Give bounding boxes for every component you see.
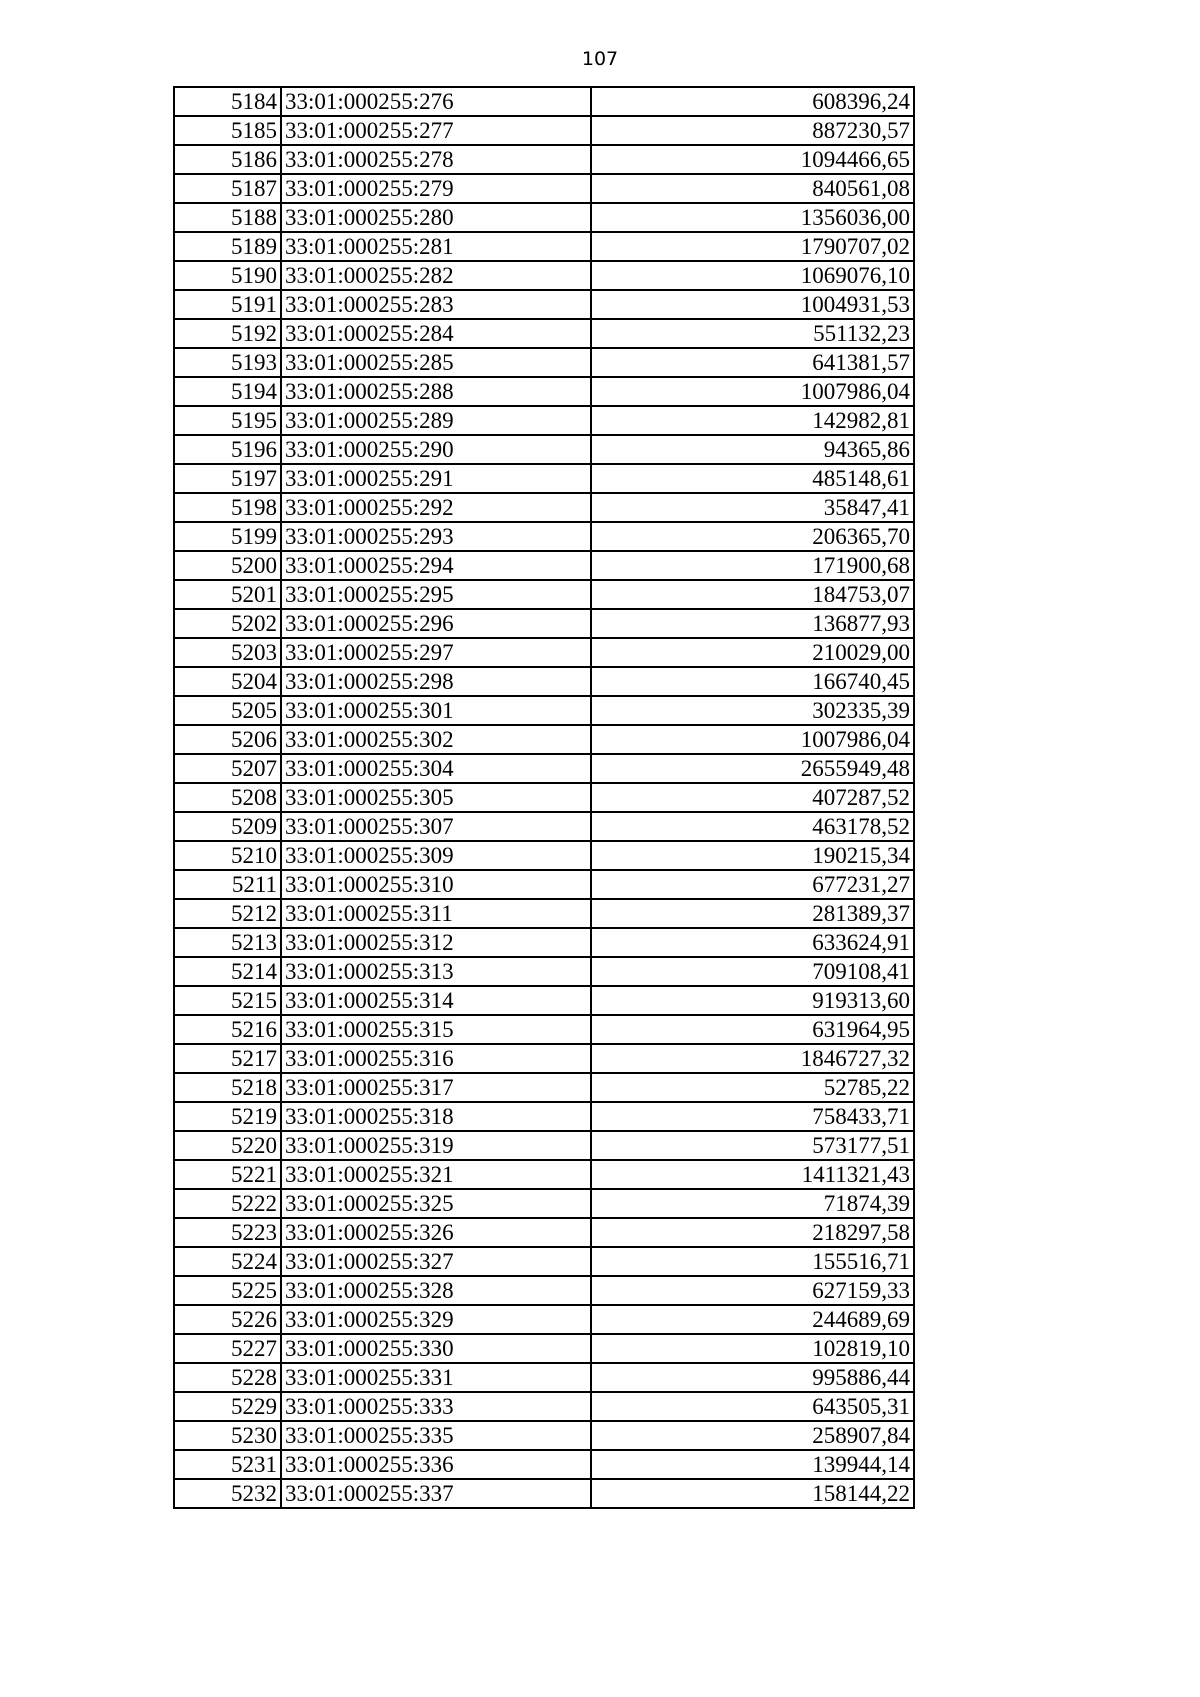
table-row bbox=[174, 406, 914, 435]
row-number-cell: 5211 bbox=[174, 870, 281, 899]
table-row bbox=[174, 580, 914, 609]
cadastral-number-cell: 33:01:000255:294 bbox=[281, 551, 591, 580]
cadastral-value-cell: 35847,41 bbox=[591, 493, 914, 522]
cadastral-number-cell: 33:01:000255:313 bbox=[281, 957, 591, 986]
cadastral-number-cell: 33:01:000255:325 bbox=[281, 1189, 591, 1218]
cadastral-value-cell: 627159,33 bbox=[591, 1276, 914, 1305]
table-row bbox=[174, 87, 914, 116]
table-row bbox=[174, 493, 914, 522]
cadastral-number-cell: 33:01:000255:304 bbox=[281, 754, 591, 783]
cadastral-number-cell: 33:01:000255:298 bbox=[281, 667, 591, 696]
row-number-cell: 5207 bbox=[174, 754, 281, 783]
table-row bbox=[174, 1044, 914, 1073]
row-number-cell: 5193 bbox=[174, 348, 281, 377]
row-number-cell: 5200 bbox=[174, 551, 281, 580]
cadastral-number-cell: 33:01:000255:331 bbox=[281, 1363, 591, 1392]
cadastral-number-cell: 33:01:000255:291 bbox=[281, 464, 591, 493]
cadastral-value-cell: 71874,39 bbox=[591, 1189, 914, 1218]
cadastral-number-cell: 33:01:000255:280 bbox=[281, 203, 591, 232]
cadastral-value-cell: 190215,34 bbox=[591, 841, 914, 870]
cadastral-number-cell: 33:01:000255:290 bbox=[281, 435, 591, 464]
row-number-cell: 5199 bbox=[174, 522, 281, 551]
row-number-cell: 5190 bbox=[174, 261, 281, 290]
row-number-cell: 5226 bbox=[174, 1305, 281, 1334]
table-row bbox=[174, 145, 914, 174]
table-row bbox=[174, 1073, 914, 1102]
table-row bbox=[174, 1189, 914, 1218]
table-row bbox=[174, 957, 914, 986]
cadastral-value-cell: 142982,81 bbox=[591, 406, 914, 435]
cadastral-number-cell: 33:01:000255:315 bbox=[281, 1015, 591, 1044]
table-row bbox=[174, 1131, 914, 1160]
cadastral-number-cell: 33:01:000255:333 bbox=[281, 1392, 591, 1421]
cadastral-value-cell: 2655949,48 bbox=[591, 754, 914, 783]
table-row bbox=[174, 261, 914, 290]
cadastral-value-cell: 1094466,65 bbox=[591, 145, 914, 174]
cadastral-value-cell: 302335,39 bbox=[591, 696, 914, 725]
table-row bbox=[174, 1102, 914, 1131]
cadastral-number-cell: 33:01:000255:311 bbox=[281, 899, 591, 928]
table-body bbox=[174, 87, 914, 1508]
cadastral-value-cell: 94365,86 bbox=[591, 435, 914, 464]
cadastral-number-cell: 33:01:000255:305 bbox=[281, 783, 591, 812]
cadastral-value-cell: 171900,68 bbox=[591, 551, 914, 580]
cadastral-value-cell: 573177,51 bbox=[591, 1131, 914, 1160]
cadastral-value-cell: 641381,57 bbox=[591, 348, 914, 377]
cadastral-number-cell: 33:01:000255:289 bbox=[281, 406, 591, 435]
cadastral-number-cell: 33:01:000255:293 bbox=[281, 522, 591, 551]
table-row bbox=[174, 1450, 914, 1479]
cadastral-number-cell: 33:01:000255:296 bbox=[281, 609, 591, 638]
row-number-cell: 5197 bbox=[174, 464, 281, 493]
table-row bbox=[174, 1218, 914, 1247]
cadastral-value-cell: 1411321,43 bbox=[591, 1160, 914, 1189]
cadastral-value-cell: 136877,93 bbox=[591, 609, 914, 638]
cadastral-value-cell: 1007986,04 bbox=[591, 377, 914, 406]
table-row bbox=[174, 1363, 914, 1392]
cadastral-value-cell: 608396,24 bbox=[591, 87, 914, 116]
table-row bbox=[174, 232, 914, 261]
table-row bbox=[174, 290, 914, 319]
table-row bbox=[174, 1160, 914, 1189]
cadastral-number-cell: 33:01:000255:288 bbox=[281, 377, 591, 406]
cadastral-number-cell: 33:01:000255:314 bbox=[281, 986, 591, 1015]
row-number-cell: 5195 bbox=[174, 406, 281, 435]
table-row bbox=[174, 870, 914, 899]
table-row bbox=[174, 377, 914, 406]
cadastral-value-cell: 102819,10 bbox=[591, 1334, 914, 1363]
cadastral-value-cell: 551132,23 bbox=[591, 319, 914, 348]
cadastral-number-cell: 33:01:000255:297 bbox=[281, 638, 591, 667]
row-number-cell: 5214 bbox=[174, 957, 281, 986]
cadastral-number-cell: 33:01:000255:336 bbox=[281, 1450, 591, 1479]
cadastral-value-cell: 887230,57 bbox=[591, 116, 914, 145]
table-row bbox=[174, 696, 914, 725]
table-row bbox=[174, 522, 914, 551]
table-row bbox=[174, 841, 914, 870]
cadastral-number-cell: 33:01:000255:282 bbox=[281, 261, 591, 290]
row-number-cell: 5201 bbox=[174, 580, 281, 609]
cadastral-number-cell: 33:01:000255:283 bbox=[281, 290, 591, 319]
cadastral-value-cell: 281389,37 bbox=[591, 899, 914, 928]
cadastral-number-cell: 33:01:000255:312 bbox=[281, 928, 591, 957]
row-number-cell: 5184 bbox=[174, 87, 281, 116]
cadastral-value-cell: 631964,95 bbox=[591, 1015, 914, 1044]
cadastral-value-cell: 709108,41 bbox=[591, 957, 914, 986]
cadastral-number-cell: 33:01:000255:335 bbox=[281, 1421, 591, 1450]
table-row bbox=[174, 667, 914, 696]
cadastral-number-cell: 33:01:000255:321 bbox=[281, 1160, 591, 1189]
cadastral-value-cell: 1007986,04 bbox=[591, 725, 914, 754]
cadastral-value-cell: 840561,08 bbox=[591, 174, 914, 203]
row-number-cell: 5212 bbox=[174, 899, 281, 928]
row-number-cell: 5229 bbox=[174, 1392, 281, 1421]
cadastral-value-cell: 218297,58 bbox=[591, 1218, 914, 1247]
row-number-cell: 5216 bbox=[174, 1015, 281, 1044]
page-number: 107 bbox=[581, 48, 619, 70]
row-number-cell: 5225 bbox=[174, 1276, 281, 1305]
table-row bbox=[174, 783, 914, 812]
row-number-cell: 5185 bbox=[174, 116, 281, 145]
cadastral-number-cell: 33:01:000255:317 bbox=[281, 1073, 591, 1102]
table-row bbox=[174, 812, 914, 841]
cadastral-number-cell: 33:01:000255:316 bbox=[281, 1044, 591, 1073]
cadastral-value-cell: 995886,44 bbox=[591, 1363, 914, 1392]
cadastral-value-cell: 485148,61 bbox=[591, 464, 914, 493]
cadastral-number-cell: 33:01:000255:337 bbox=[281, 1479, 591, 1508]
row-number-cell: 5223 bbox=[174, 1218, 281, 1247]
cadastral-number-cell: 33:01:000255:279 bbox=[281, 174, 591, 203]
cadastral-number-cell: 33:01:000255:281 bbox=[281, 232, 591, 261]
row-number-cell: 5205 bbox=[174, 696, 281, 725]
row-number-cell: 5217 bbox=[174, 1044, 281, 1073]
cadastral-value-cell: 206365,70 bbox=[591, 522, 914, 551]
row-number-cell: 5227 bbox=[174, 1334, 281, 1363]
table-row bbox=[174, 116, 914, 145]
cadastral-number-cell: 33:01:000255:326 bbox=[281, 1218, 591, 1247]
row-number-cell: 5228 bbox=[174, 1363, 281, 1392]
cadastral-value-table bbox=[173, 86, 915, 1509]
cadastral-value-cell: 210029,00 bbox=[591, 638, 914, 667]
table-row bbox=[174, 203, 914, 232]
row-number-cell: 5209 bbox=[174, 812, 281, 841]
table-row bbox=[174, 899, 914, 928]
table-row bbox=[174, 1421, 914, 1450]
cadastral-value-cell: 758433,71 bbox=[591, 1102, 914, 1131]
row-number-cell: 5189 bbox=[174, 232, 281, 261]
row-number-cell: 5208 bbox=[174, 783, 281, 812]
cadastral-value-cell: 1846727,32 bbox=[591, 1044, 914, 1073]
table-row bbox=[174, 348, 914, 377]
row-number-cell: 5206 bbox=[174, 725, 281, 754]
table-row bbox=[174, 754, 914, 783]
row-number-cell: 5187 bbox=[174, 174, 281, 203]
table-row bbox=[174, 1305, 914, 1334]
cadastral-number-cell: 33:01:000255:309 bbox=[281, 841, 591, 870]
row-number-cell: 5194 bbox=[174, 377, 281, 406]
row-number-cell: 5202 bbox=[174, 609, 281, 638]
cadastral-number-cell: 33:01:000255:310 bbox=[281, 870, 591, 899]
table-row bbox=[174, 638, 914, 667]
cadastral-value-cell: 1004931,53 bbox=[591, 290, 914, 319]
table-row bbox=[174, 725, 914, 754]
row-number-cell: 5219 bbox=[174, 1102, 281, 1131]
cadastral-number-cell: 33:01:000255:284 bbox=[281, 319, 591, 348]
table-row bbox=[174, 1247, 914, 1276]
cadastral-value-cell: 258907,84 bbox=[591, 1421, 914, 1450]
row-number-cell: 5224 bbox=[174, 1247, 281, 1276]
cadastral-number-cell: 33:01:000255:278 bbox=[281, 145, 591, 174]
cadastral-number-cell: 33:01:000255:307 bbox=[281, 812, 591, 841]
table-row bbox=[174, 609, 914, 638]
table-row bbox=[174, 928, 914, 957]
table-row bbox=[174, 551, 914, 580]
cadastral-value-cell: 919313,60 bbox=[591, 986, 914, 1015]
row-number-cell: 5222 bbox=[174, 1189, 281, 1218]
cadastral-number-cell: 33:01:000255:285 bbox=[281, 348, 591, 377]
row-number-cell: 5203 bbox=[174, 638, 281, 667]
cadastral-number-cell: 33:01:000255:328 bbox=[281, 1276, 591, 1305]
cadastral-value-cell: 184753,07 bbox=[591, 580, 914, 609]
table-row bbox=[174, 1015, 914, 1044]
row-number-cell: 5198 bbox=[174, 493, 281, 522]
row-number-cell: 5215 bbox=[174, 986, 281, 1015]
cadastral-value-cell: 633624,91 bbox=[591, 928, 914, 957]
row-number-cell: 5204 bbox=[174, 667, 281, 696]
table-row bbox=[174, 986, 914, 1015]
cadastral-value-cell: 463178,52 bbox=[591, 812, 914, 841]
cadastral-value-cell: 1069076,10 bbox=[591, 261, 914, 290]
cadastral-number-cell: 33:01:000255:295 bbox=[281, 580, 591, 609]
table-row bbox=[174, 1334, 914, 1363]
row-number-cell: 5218 bbox=[174, 1073, 281, 1102]
cadastral-value-cell: 158144,22 bbox=[591, 1479, 914, 1508]
row-number-cell: 5210 bbox=[174, 841, 281, 870]
row-number-cell: 5232 bbox=[174, 1479, 281, 1508]
row-number-cell: 5220 bbox=[174, 1131, 281, 1160]
row-number-cell: 5221 bbox=[174, 1160, 281, 1189]
table-row bbox=[174, 1479, 914, 1508]
cadastral-value-cell: 407287,52 bbox=[591, 783, 914, 812]
row-number-cell: 5231 bbox=[174, 1450, 281, 1479]
cadastral-value-cell: 139944,14 bbox=[591, 1450, 914, 1479]
cadastral-number-cell: 33:01:000255:319 bbox=[281, 1131, 591, 1160]
row-number-cell: 5188 bbox=[174, 203, 281, 232]
cadastral-number-cell: 33:01:000255:330 bbox=[281, 1334, 591, 1363]
row-number-cell: 5196 bbox=[174, 435, 281, 464]
row-number-cell: 5192 bbox=[174, 319, 281, 348]
table-row bbox=[174, 435, 914, 464]
cadastral-number-cell: 33:01:000255:302 bbox=[281, 725, 591, 754]
cadastral-number-cell: 33:01:000255:292 bbox=[281, 493, 591, 522]
cadastral-value-cell: 677231,27 bbox=[591, 870, 914, 899]
row-number-cell: 5186 bbox=[174, 145, 281, 174]
cadastral-number-cell: 33:01:000255:318 bbox=[281, 1102, 591, 1131]
cadastral-value-cell: 155516,71 bbox=[591, 1247, 914, 1276]
cadastral-number-cell: 33:01:000255:327 bbox=[281, 1247, 591, 1276]
table-row bbox=[174, 464, 914, 493]
cadastral-number-cell: 33:01:000255:276 bbox=[281, 87, 591, 116]
table-row bbox=[174, 1392, 914, 1421]
cadastral-number-cell: 33:01:000255:277 bbox=[281, 116, 591, 145]
cadastral-number-cell: 33:01:000255:329 bbox=[281, 1305, 591, 1334]
row-number-cell: 5191 bbox=[174, 290, 281, 319]
cadastral-value-cell: 1790707,02 bbox=[591, 232, 914, 261]
row-number-cell: 5213 bbox=[174, 928, 281, 957]
table-row bbox=[174, 319, 914, 348]
cadastral-value-cell: 643505,31 bbox=[591, 1392, 914, 1421]
table-row bbox=[174, 1276, 914, 1305]
cadastral-value-cell: 166740,45 bbox=[591, 667, 914, 696]
table-row bbox=[174, 174, 914, 203]
cadastral-value-cell: 1356036,00 bbox=[591, 203, 914, 232]
cadastral-value-cell: 52785,22 bbox=[591, 1073, 914, 1102]
row-number-cell: 5230 bbox=[174, 1421, 281, 1450]
cadastral-value-cell: 244689,69 bbox=[591, 1305, 914, 1334]
cadastral-number-cell: 33:01:000255:301 bbox=[281, 696, 591, 725]
